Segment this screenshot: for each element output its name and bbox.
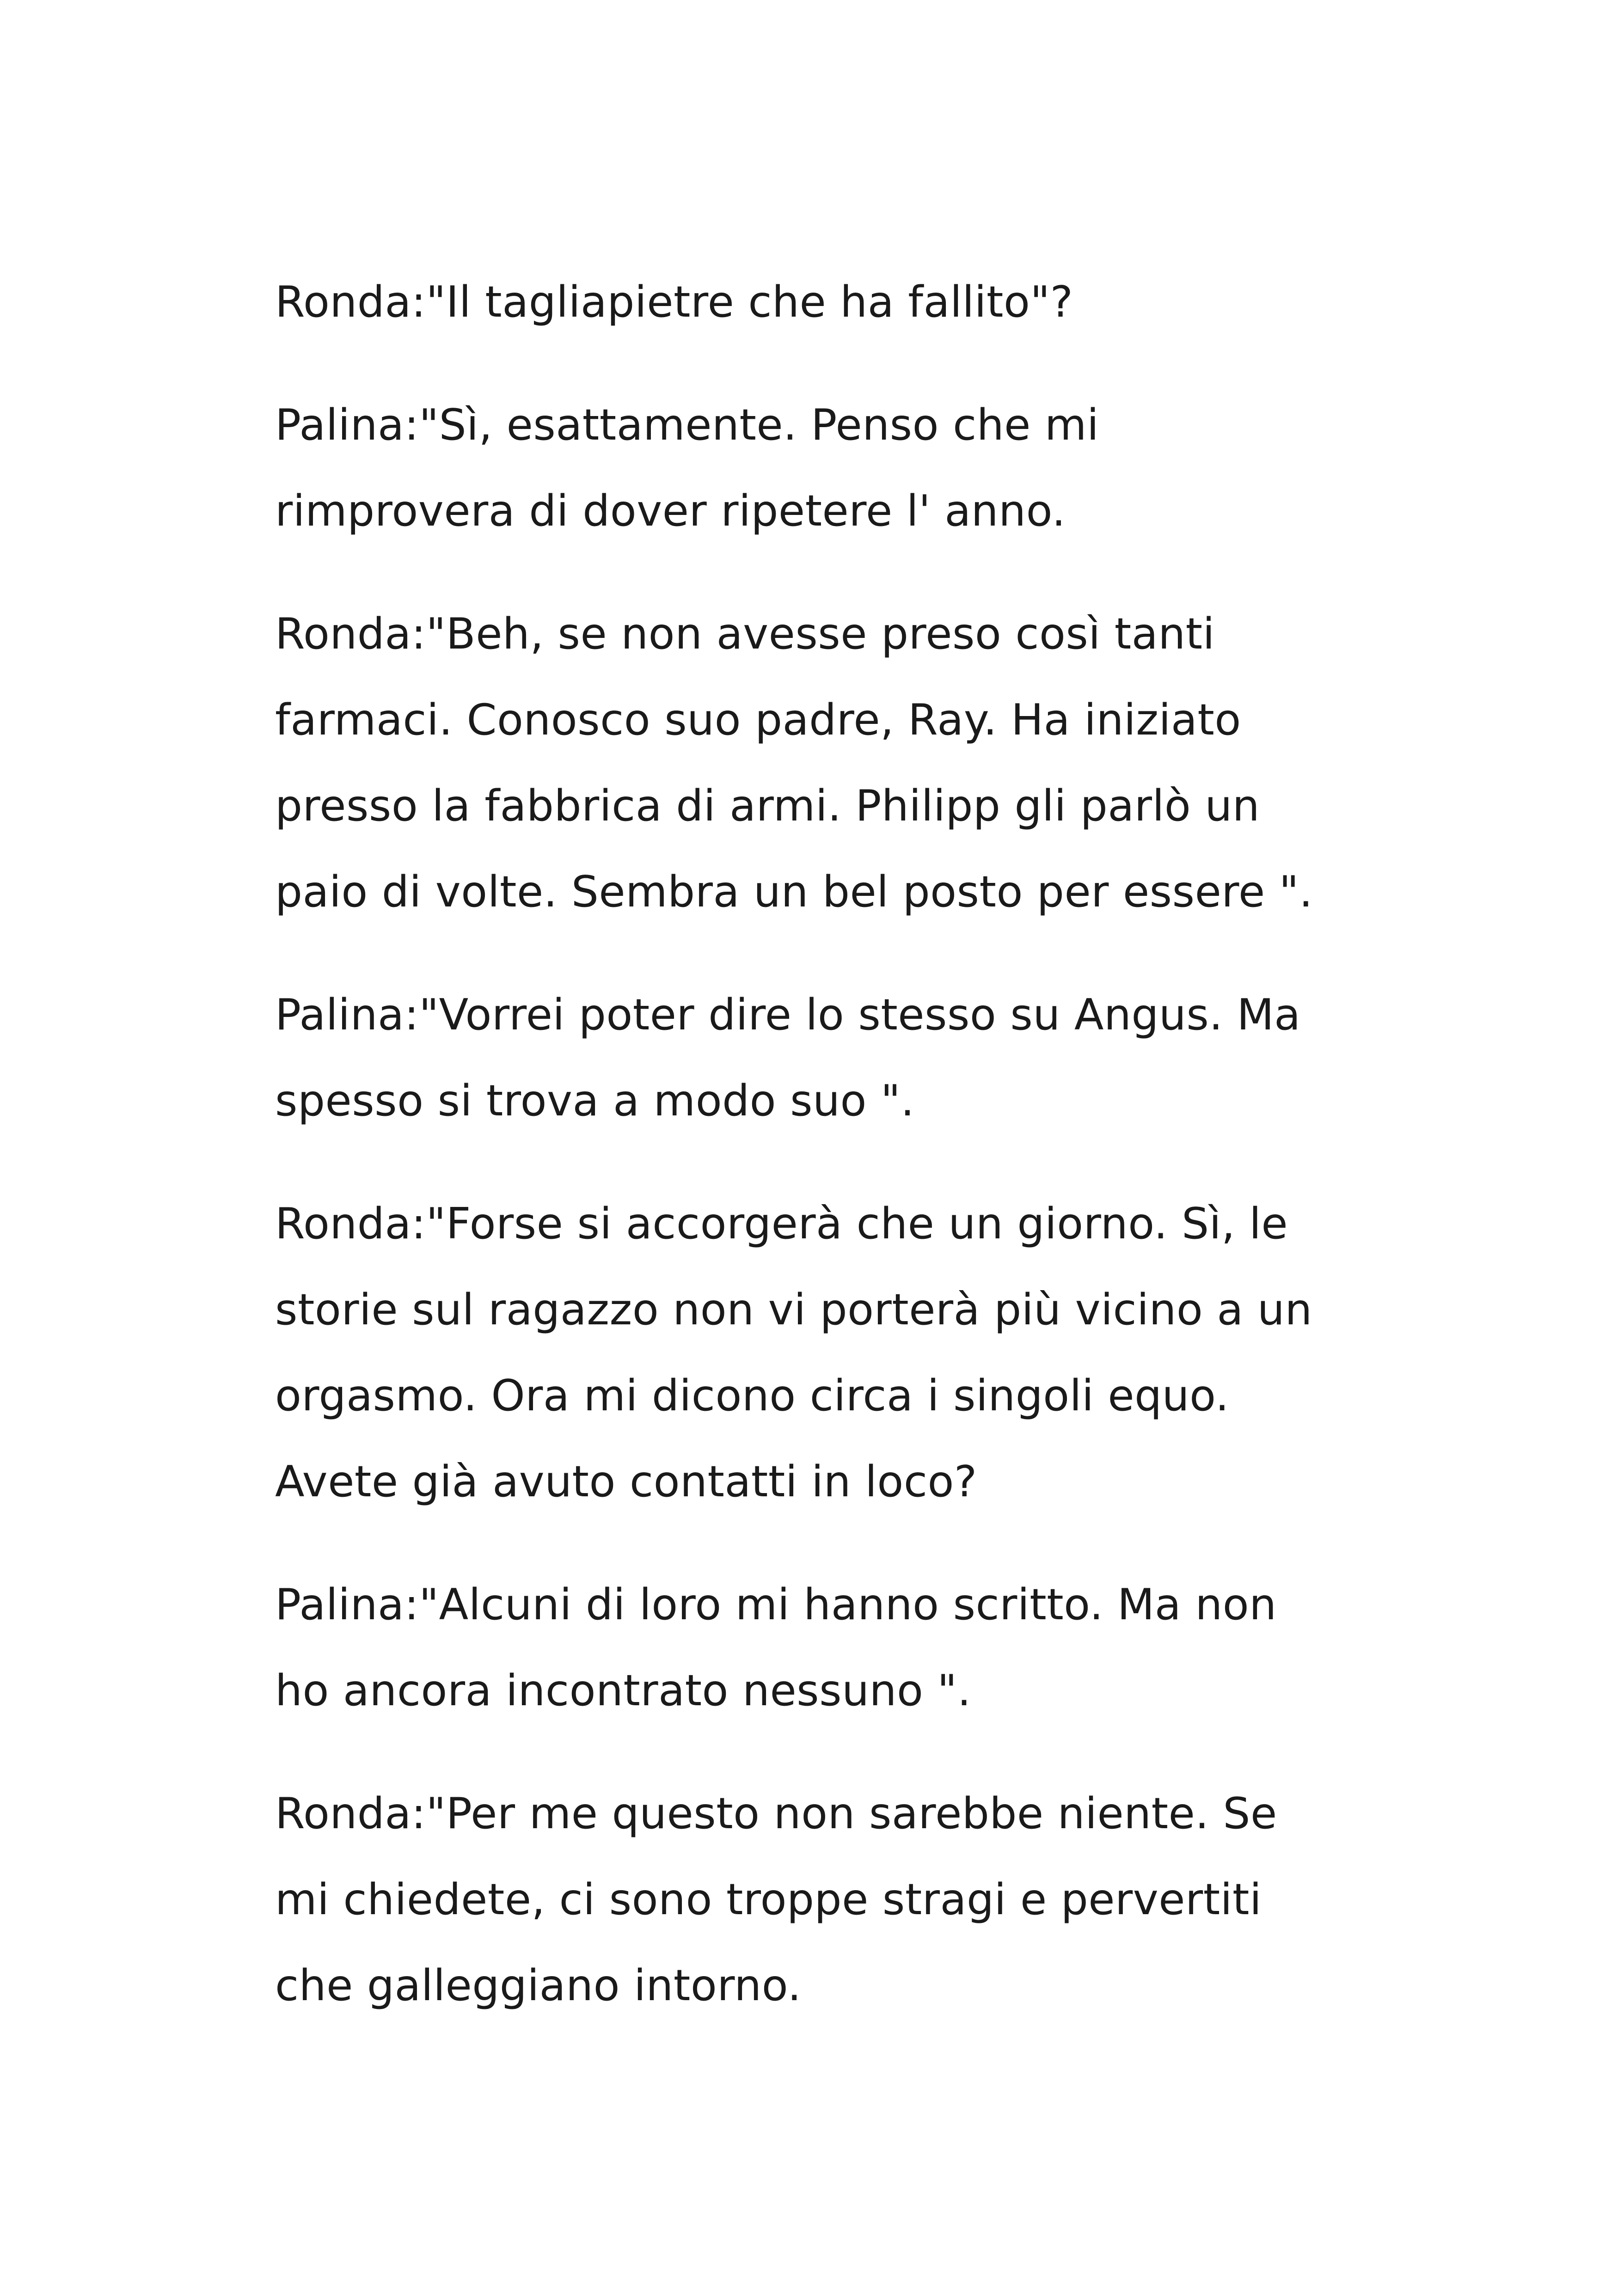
paragraph-6: Palina:"Alcuni di loro mi hanno scritto. Ma non ho ancora incontrato nessuno ".	[275, 1580, 1277, 1715]
paragraph-4: Palina:"Vorrei poter dire lo stesso su Angus. Ma spesso si trova a modo suo ".	[275, 990, 1301, 1126]
paragraph-3: Ronda:"Beh, se non avesse preso così tanti farmaci. Conosco suo padre, Ray. Ha iniziato presso la fabbrica di armi. Philipp gli parlò un paio di volte. Sembra un bel posto per essere ".	[275, 609, 1313, 917]
paragraph-5: Ronda:"Forse si accorgerà che un giorno. Sì, le storie sul ragazzo non vi porterà più vicino a un orgasmo. Ora mi dicono circa i singoli equo. Avete già avuto contatti in loco?	[275, 1199, 1312, 1506]
paragraph-7: Ronda:"Per me questo non sarebbe niente. Se mi chiedete, ci sono troppe stragi e pervertiti che galleggiano intorno.	[275, 1788, 1277, 2010]
paragraph-1: Ronda:"Il tagliapietre che ha fallito"?	[275, 277, 1073, 327]
paragraph-2: Palina:"Sì, esattamente. Penso che mi rimprovera di dover ripetere l' anno.	[275, 400, 1099, 536]
dialogue-text	[275, 259, 1385, 2065]
